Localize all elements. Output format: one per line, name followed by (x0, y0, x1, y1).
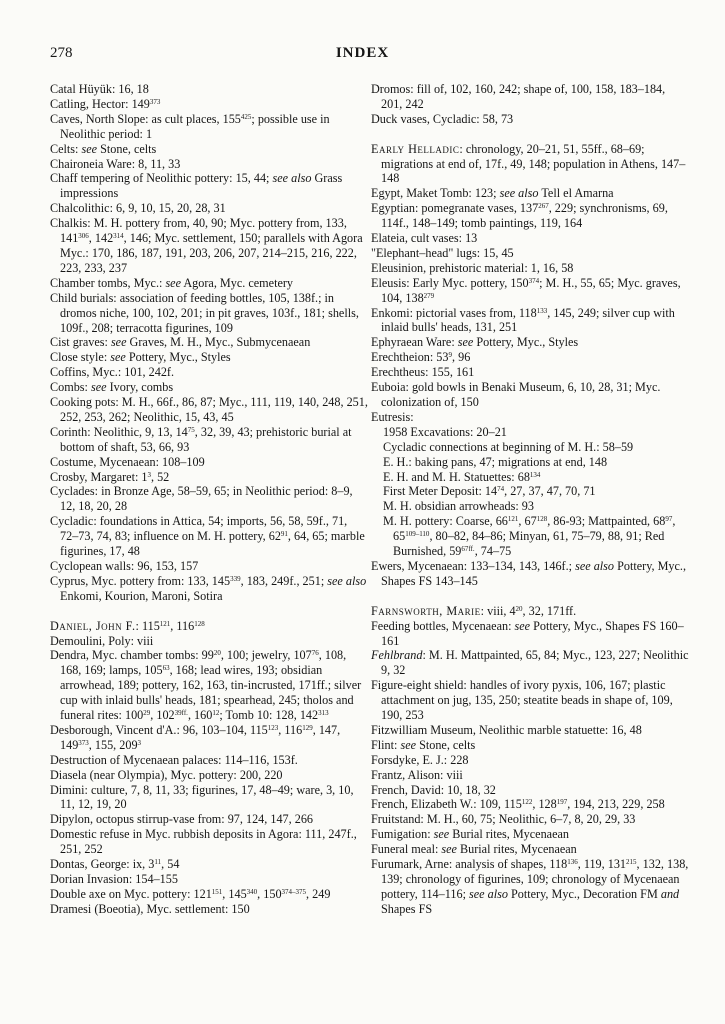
index-subentry: M. H. pottery: Coarse, $66^{121}$, $67^{128}$, 86-93; Mattpainted, $68^{97}$, 65$^{109-110}$, 80–82, 84–86; Minyan, 61, 75–79, 88, 91; Red Burnished, $59^{67ff.}$, 74–75 (383, 514, 676, 559)
index-entry: Egyptian: pomegranate vases, $137^{267}$, 229; synchronisms, 69, 114f., 148–149; tomb paintings, 119, 164 (371, 201, 668, 231)
index-entry: Cyprus, Myc. pottery from: 133, $145^{339}$, 183, 249f., 251; see also Enkomi, Kourion, Maroni, Sotira (50, 573, 367, 603)
index-entry: Ephyraean Ware: see Pottery, Myc., Styles (371, 335, 579, 350)
index-entry: Furumark, Arne: analysis of shapes, $118^{136}$, 119, $131^{215}$, 132, 138, 139; chronology of figurines, 109; chronology of Mycenaean pottery, 114–116; see also Pottery, Myc., Decoration FM and Shapes FS (371, 857, 689, 916)
index-entry: Caves, North Slope: as cult places, $155^{425}$; possible use in Neolithic period: 1 (50, 111, 330, 141)
index-entry: Double axe on Myc. pottery: $121^{151}$, $145^{340}$, 150$^{374-375}$, 249 (50, 886, 331, 901)
index-entry: Close style: see Pottery, Myc., Styles (50, 350, 231, 365)
index-entry: Chalcolithic: 6, 9, 10, 15, 20, 28, 31 (50, 201, 226, 216)
letter-group-gap (371, 589, 689, 604)
index-entry: Destruction of Mycenaean palaces: 114–116, 153f. (50, 752, 298, 767)
index-entry: Dimini: culture, 7, 8, 11, 33; figurines, 17, 48–49; ware, 3, 10, 11, 12, 19, 20 (50, 782, 354, 812)
index-entry: Costume, Mycenaean: 108–109 (50, 454, 205, 469)
index-entry: Dipylon, octopus stirrup-vase from: 97, 124, 147, 266 (50, 812, 314, 827)
index-entry: Dramesi (Boeotia), Myc. settlement: 150 (50, 901, 250, 916)
index-entry: Flint: see Stone, celts (371, 737, 476, 752)
index-entry: Catling, Hector: $149^{373}$ (50, 96, 161, 111)
running-head: INDEX (335, 45, 390, 61)
index-entry: Fitzwilliam Museum, Neolithic marble statuette: 16, 48 (371, 722, 642, 737)
index-entry: Erechtheion: $53^9$, 96 (371, 350, 471, 365)
index-entry: Dendra, Myc. chamber tombs: $99^{20}$, 100; jewelry, $107^{76}$, 108, 168, 169; lamps, $105^{63}$, 168; lead wires, 193; obsidian arrowhead, 189; pottery, 162, 163, tin-incrusted, 171ff.; silver cup with inlaid bulls' heads, 181; spearhead, 245; tholos and funeral rites: $100^{29}$, $102^{39ff.}$, $160^{12}$; Tomb 10: 128, $142^{313}$ (50, 648, 362, 723)
index-subentry: Cycladic connections at beginning of M. H.: 58–59 (383, 439, 634, 454)
index-column-right (371, 82, 689, 917)
index-entry: Frantz, Alison: viii (371, 767, 463, 782)
index-entry: Fumigation: see Burial rites, Mycenaean (371, 827, 570, 842)
index-entry: Dromos: fill of, 102, 160, 242; shape of, 100, 158, 183–184, 201, 242 (371, 82, 666, 111)
index-entry: Elateia, cult vases: 13 (371, 231, 478, 246)
index-entry: Catal Hüyük: 16, 18 (50, 82, 149, 96)
page-number: 278 (50, 45, 73, 61)
index-entry: Cycladic: foundations in Attica, 54; imports, 56, 58, 59f., 71, 72–73, 74, 83; influence on M. H. pottery, $62^{91}$, 64, 65; marble figurines, 17, 48 (50, 514, 365, 559)
index-subentry: E. H. and M. H. Statuettes: $68^{134}$ (383, 469, 541, 484)
index-entry: Cyclopean walls: 96, 153, 157 (50, 559, 199, 573)
index-entry: Child burials: association of feeding bottles, 105, 138f.; in dromos niche, 100, 102, 201; in pit graves, 103f., 181; shells, 109f., 208; terracotta figurines, 109 (50, 290, 359, 335)
index-entry: Egypt, Maket Tomb: 123; see also Tell el Amarna (371, 186, 614, 201)
index-entry: Euboia: gold bowls in Benaki Museum, 6, 10, 28, 31; Myc. colonization of, 150 (371, 380, 661, 410)
index-entry: Diasela (near Olympia), Myc. pottery: 200, 220 (50, 767, 283, 782)
index-subentry: 1958 Excavations: 20–21 (383, 424, 507, 439)
index-entry: Chamber tombs, Myc.: see Agora, Myc. cemetery (50, 275, 294, 290)
index-entry: Enkomi: pictorial vases from, $118^{133}$, 145, 249; silver cup with inlaid bulls' heads, 131, 251 (371, 305, 675, 335)
index-entry: Fehlbrand: M. H. Mattpainted, 65, 84; Myc., 123, 227; Neolithic 9, 32 (371, 648, 689, 678)
index-entry: Dontas, George: ix, $3^{11}$, 54 (50, 857, 180, 872)
index-entry: Coffins, Myc.: 101, 242f. (50, 365, 175, 380)
index-entry: Cist graves: see Graves, M. H., Myc., Submycenaean (50, 335, 311, 350)
index-entry: Eleusis: Early Myc. pottery, $150^{374}$; M. H., 55, 65; Myc. graves, 104, $138^{279}$ (371, 275, 681, 305)
index-entry: Fruitstand: M. H., 60, 75; Neolithic, 6–7, 8, 20, 29, 33 (371, 812, 636, 827)
index-entry: Farnsworth, Marie: viii, $4^{20}$, 32, 171ff. (371, 603, 577, 618)
index-entry: Duck vases, Cycladic: 58, 73 (371, 111, 514, 126)
index-entry: Desborough, Vincent d'A.: 96, 103–104, $115^{123}$, $116^{129}$, 147, $149^{373}$, 155, $209^3$ (50, 722, 341, 752)
index-entry: Ewers, Mycenaean: 133–134, 143, 146f.; see also Pottery, Myc., Shapes FS 143–145 (371, 558, 687, 588)
index-entry: Cooking pots: M. H., 66f., 86, 87; Myc., 111, 119, 140, 248, 251, 252, 253, 262; Neolithic, 15, 43, 45 (50, 395, 368, 424)
index-entry: Chaironeia Ware: 8, 11, 33 (50, 156, 181, 171)
index-entry: Erechtheus: 155, 161 (371, 365, 475, 380)
index-entry: French, Elizabeth W.: 109, $115^{122}$, $128^{197}$, 194, 213, 229, 258 (371, 797, 665, 812)
index-subentry: E. H.: baking pans, 47; migrations at end, 148 (383, 454, 608, 469)
index-entry: Combs: see Ivory, combs (50, 380, 174, 395)
index-entry: Eutresis: (371, 409, 414, 424)
index-entry: Celts: see Stone, celts (50, 141, 157, 156)
index-entry: Domestic refuse in Myc. rubbish deposits in Agora: 111, 247f., 251, 252 (50, 827, 357, 857)
index-entry: Chalkis: M. H. pottery from, 40, 90; Myc. pottery from, 133, $141^{306}$, $142^{314}$, 146; Myc. settlement, 150; parallels with Agora Myc.: 170, 186, 187, 191, 203, 206, 207, 214–215, 216, 222, 223, 233, 237 (50, 216, 363, 275)
index-entry: Daniel, John F.: $115^{121}$, $116^{128}$ (50, 618, 205, 633)
index-entry: Crosby, Margaret: $1^3$, 52 (50, 469, 170, 484)
index-entry: Cyclades: in Bronze Age, 58–59, 65; in Neolithic period: 8–9, 12, 18, 20, 28 (50, 484, 353, 514)
index-entry: Figure-eight shield: handles of ivory pyxis, 106, 167; plastic attachment on jug, 135, 250; steatite beads in shape of, 109, 190, 253 (371, 678, 673, 723)
index-entry: Corinth: Neolithic, 9, 13, $14^{75}$, 32, 39, 43; prehistoric burial at bottom of shaft, 53, 66, 93 (50, 424, 352, 454)
index-entry: French, David: 10, 18, 32 (371, 782, 496, 797)
index-subentry: M. H. obsidian arrowheads: 93 (383, 499, 534, 514)
index-entry: Forsdyke, E. J.: 228 (371, 752, 469, 767)
index-entry: Funeral meal: see Burial rites, Mycenaean (371, 842, 577, 857)
index-entry: Demoulini, Poly: viii (50, 633, 154, 648)
index-entry: Dorian Invasion: 154–155 (50, 872, 178, 887)
index-entry: "Elephant–head" lugs: 15, 45 (371, 245, 514, 260)
index-subentry: First Meter Deposit: $14^{74}$, 27, 37, 47, 70, 71 (383, 484, 596, 499)
index-entry: Chaff tempering of Neolithic pottery: 15, 44; see also Grass impressions (50, 171, 343, 201)
letter-group-gap (50, 604, 368, 619)
letter-group-gap (371, 127, 689, 142)
index-entry: Eleusinion, prehistoric material: 1, 16, 58 (371, 260, 574, 275)
index-column-left (50, 82, 368, 917)
index-entry: Feeding bottles, Mycenaean: see Pottery, Myc., Shapes FS 160–161 (371, 618, 684, 648)
index-entry: Early Helladic: chronology, 20–21, 51, 55ff., 68–69; migrations at end of, 17f., 49, 148; population in Athens, 147–148 (371, 141, 686, 186)
